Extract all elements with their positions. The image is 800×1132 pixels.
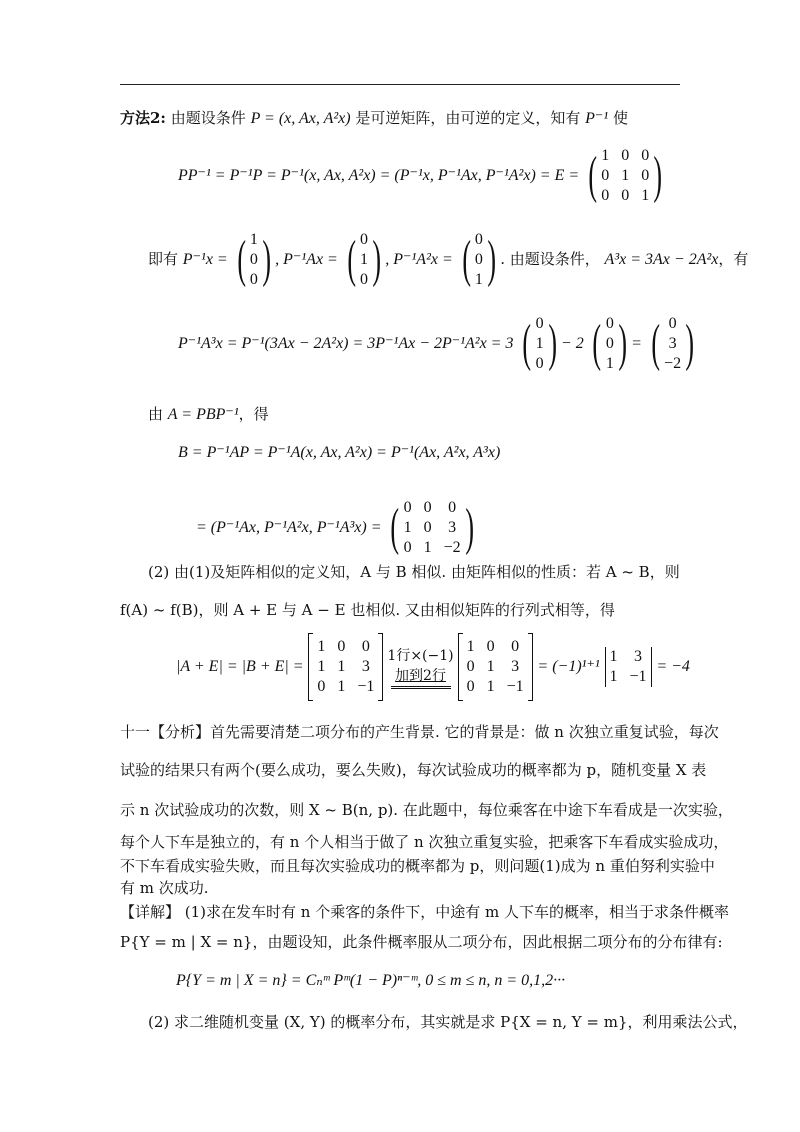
part2-line1 (148, 562, 680, 582)
equation-identity (178, 146, 667, 206)
vector-e3: ( 0 0 1 ) (461, 231, 496, 288)
identity-cell: 1 (601, 147, 610, 164)
from-suffix: ，得 (238, 405, 269, 423)
identity-cell: 0 (621, 147, 630, 164)
matrix-b-cell: 1 (403, 519, 412, 536)
det-minor-cell: 1 (609, 668, 618, 685)
det-matrix-1-cell: 0 (337, 638, 346, 655)
det-matrix-2-cell: 3 (511, 658, 520, 675)
part2-text2: f(A) ~ f(B)，则 A + E 与 A − E 也相似. 又由相似矩阵的行列式相等，得 (120, 601, 615, 619)
identity-cell: 0 (601, 187, 610, 204)
part2-line2 (120, 600, 615, 620)
from-expr: A = PBP⁻¹ (167, 406, 239, 423)
det-matrix-2-cell: 1 (466, 638, 475, 655)
row-op-top: 1行×(−1) (387, 647, 454, 664)
identity-cell: 0 (641, 147, 650, 164)
method2-label: 方法2: (120, 109, 166, 127)
det-matrix-2-cell: 1 (486, 678, 495, 695)
s11-text6: 有 m 次成功. (120, 879, 209, 897)
det-matrix-1-cell: −1 (357, 678, 375, 695)
det-matrix-1-cell: 1 (317, 638, 326, 655)
s11-l9 (176, 970, 565, 991)
identity-cell: 0 (601, 167, 610, 184)
unit-vectors-line: 即有 P⁻¹x = ( 1 0 0 ) , P⁻¹Ax = ( 0 1 0 ) , P⁻¹A²x = ( 0 0 1 ) . 由题设条件， A³x = 3Ax − 2A²x，有 (148, 231, 749, 288)
eq3-result-cell: 0 (668, 315, 677, 332)
determinant-equation (176, 632, 690, 702)
method2-formula: P = (x, Ax, A²x) (250, 110, 351, 127)
det-matrix-2-cell: 0 (466, 678, 475, 695)
identity-matrix: ( 1 0 0 0 1 0 0 0 1 ) (588, 147, 663, 204)
det-minor-cell: 3 (634, 648, 643, 665)
matrix-b-cell: 0 (403, 539, 412, 556)
s11-l1 (120, 722, 719, 742)
identity-cell: 0 (641, 167, 650, 184)
identity-cell: 1 (621, 167, 630, 184)
s11-text5: 不下车看成实验失败，而且每次实验成功的概率都为 p，则问题(1)成为 n 重伯努利实验中 (120, 857, 715, 875)
det-minor-cell: 1 (609, 648, 618, 665)
matrix-b-cell: 1 (423, 539, 432, 556)
det-matrix-2-cell: −1 (506, 678, 524, 695)
s11-text8: P{Y = m | X = n}，由题设知，此条件概率服从二项分布，因此根据二项分布的分布律有: (120, 933, 723, 951)
s11-l5 (120, 856, 715, 876)
matrix-b-cell: −2 (443, 539, 461, 556)
eq3-result-cell: 3 (668, 335, 677, 352)
s11-text2: 试验的结果只有两个(要么成功，要么失败)，每次试验成功的概率都为 p，随机变量 X 表 (120, 761, 707, 779)
det-matrix-1-cell: 0 (317, 678, 326, 695)
vector-e2: ( 0 1 0 ) (346, 231, 381, 288)
det-minor-cell: −1 (629, 668, 647, 685)
line2-cond: A³x = 3Ax − 2A²x (604, 251, 719, 268)
method2-line (120, 108, 628, 129)
method2-text3: 使 (612, 109, 628, 127)
line2-mid: 由题设条件， (509, 250, 600, 268)
from-prefix: 由 (148, 405, 164, 423)
from-line (148, 404, 269, 425)
top-rule (120, 84, 680, 85)
eq3-result-cell: −2 (664, 355, 682, 372)
matrix-b-cell: 0 (403, 499, 412, 516)
identity-cell: 1 (641, 187, 650, 204)
equation-b1 (178, 442, 500, 463)
equation-a3x: P⁻¹A³x = P⁻¹(3Ax − 2A²x) = 3P⁻¹Ax − 2P⁻¹A²x = 3 ( 0 1 0 ) − 2 ( 0 0 1 ) = ( 0 3 −2 ) (178, 314, 698, 374)
eqB1-text: B = P⁻¹AP = P⁻¹A(x, Ax, A²x) = P⁻¹(Ax, A²x, A³x) (178, 444, 501, 461)
det-matrix-2-cell: 0 (486, 638, 495, 655)
s11-l8 (120, 932, 723, 952)
part2-text1: (2) 由(1)及矩阵相似的定义知，A 与 B 相似. 由矩阵相似的性质：若 A ~ B，则 (148, 563, 680, 581)
s11-text3: 示 n 次试验成功的次数，则 X ~ B(n, p). 在此题中，每位乘客在中途下车看成是一次实验， (120, 801, 733, 819)
det-minor (606, 647, 651, 687)
det-sign: = (−1)¹⁺¹ (537, 658, 600, 675)
det-matrix-2-cell: 0 (466, 658, 475, 675)
det-matrix-1-cell: 3 (361, 658, 370, 675)
s11-l10 (148, 1012, 748, 1032)
row-op-bottom: 加到2行 (391, 666, 451, 689)
s11-text1: 十一【分析】首先需要清楚二项分布的产生背景. 它的背景是：做 n 次独立重复试验，每次 (120, 723, 719, 741)
matrix-b-cell: 0 (423, 519, 432, 536)
eqB2-text: = (P⁻¹Ax, P⁻¹A²x, P⁻¹A³x) = (196, 519, 382, 536)
eq3-result-vector: ( 0 3 −2 ) (651, 315, 695, 372)
s11-text9: P{Y = m | X = n} = Cₙᵐ Pᵐ(1 − P)ⁿ⁻ᵐ, 0 ≤ m ≤ n, n = 0,1,2··· (176, 972, 566, 989)
s11-l7 (120, 902, 729, 922)
eq1-text: PP⁻¹ = P⁻¹P = P⁻¹(x, Ax, A²x) = (P⁻¹x, P⁻¹Ax, P⁻¹A²x) = E = (178, 167, 580, 184)
det-matrix-1-cell: 1 (337, 678, 346, 695)
line2-prefix: 即有 (148, 250, 179, 268)
equation-b2 (196, 498, 478, 558)
matrix-b-cell: 3 (448, 519, 457, 536)
det-result: = −4 (656, 658, 690, 675)
matrix-b: ( 0 0 0 1 0 3 0 1 −2 ) (390, 499, 474, 556)
s11-l3 (120, 800, 733, 820)
det-matrix-2-cell: 0 (511, 638, 520, 655)
s11-l4 (120, 832, 728, 852)
identity-cell: 0 (621, 187, 630, 204)
det-matrix-1 (313, 637, 378, 697)
method2-text1: 由题设条件 (170, 109, 246, 127)
s11-text7: 【详解】 (1)求在发车时有 n 个乘客的条件下，中途有 m 人下车的概率，相当于求条件概率 (120, 903, 729, 921)
det-matrix-2 (463, 637, 528, 697)
line2-suffix: ，有 (718, 250, 749, 268)
det-matrix-2-cell: 1 (486, 658, 495, 675)
s11-text10: (2) 求二维随机变量 (X, Y) 的概率分布，其实就是求 P{X = n, Y = m}，利用乘法公式， (148, 1013, 748, 1031)
s11-l2 (120, 760, 706, 780)
det-matrix-1-cell: 1 (317, 658, 326, 675)
method2-text2: 是可逆矩阵，由可逆的定义，知有 (355, 109, 581, 127)
det-lhs: |A + E| = |B + E| = (176, 658, 304, 675)
row-operation (387, 646, 453, 689)
det-matrix-1-cell: 0 (361, 638, 370, 655)
matrix-b-cell: 0 (448, 499, 457, 516)
matrix-b-cell: 0 (423, 499, 432, 516)
s11-l6 (120, 878, 209, 898)
vector-e1: ( 1 0 0 ) (236, 231, 271, 288)
det-matrix-1-cell: 1 (337, 658, 346, 675)
method2-pinv: P⁻¹ (585, 110, 609, 127)
eq3-text: P⁻¹A³x = P⁻¹(3Ax − 2A²x) = 3P⁻¹Ax − 2P⁻¹A²x = 3 (178, 335, 514, 352)
s11-text4: 每个人下车是独立的，有 n 个人相当于做了 n 次独立重复实验，把乘客下车看成实验成功， (120, 833, 729, 851)
